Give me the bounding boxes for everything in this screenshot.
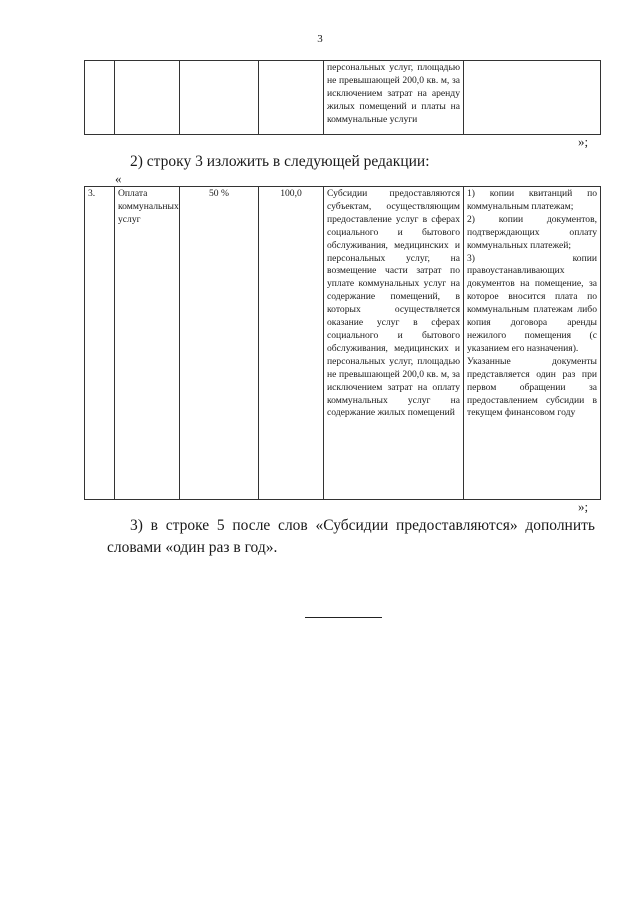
top-cell-name — [115, 61, 180, 135]
row-documents — [464, 187, 601, 500]
opening-quote: « — [115, 171, 122, 186]
closing-quote-top: »; — [578, 134, 589, 149]
paragraph-3: 3) в строке 5 после слов «Субсидии предоставляются» дополнить словами «один раз в год». — [107, 517, 595, 556]
top-cell-amount — [259, 61, 324, 135]
table-top-continuation — [84, 60, 601, 135]
document-note: Указанные документы представляется один раз при первом обращении за предоставлением субсидии в текущем финансовом году — [467, 355, 597, 419]
top-cell-documents — [464, 61, 601, 135]
top-cell-description: персональных услуг, площадью не превышающей 200,0 кв. м, за исключением затрат на аренду жилых помещений и платы на коммунальные услуги — [324, 61, 464, 135]
document-item-3: 3) копии правоустанавливающих документов на помещение, за которое вносится плата по коммунальным платежам либо копия договора аренды нежилого помещения (с указанием его назначения). — [467, 252, 597, 354]
document-item-2: 2) копии документов, подтверждающих оплату коммунальных платежей; — [467, 213, 597, 251]
row-amount: 100,0 — [259, 187, 324, 500]
closing-quote-main: »; — [578, 499, 589, 514]
row-number: 3. — [85, 187, 115, 500]
row-description: Субсидии предоставляются субъектам, осуществляющим предоставление услуг в сферах социального и бытового обслуживания, медицинских и персональных услуг, на возмещение части затрат по уплате коммунальных услуг на содержание помещений, в которых осуществляется оказание услуг в сферах социального и бытового обслуживания, медицинских и персональных услуг, площадью не превышающей 200,0 кв. м, за исключением затрат на оплату коммунальных услуг на содержание жилых помещений — [324, 187, 464, 500]
row-percent: 50 % — [180, 187, 259, 500]
top-cell-number — [85, 61, 115, 135]
paragraph-2: 2) строку 3 изложить в следующей редакции: — [130, 153, 430, 170]
signature-line — [305, 617, 382, 618]
document-item-1: 1) копии квитанций по коммунальным платежам; — [467, 188, 597, 212]
page-number: 3 — [317, 33, 323, 45]
table-row-3 — [84, 186, 601, 500]
row-name: Оплата коммунальных услуг — [115, 187, 180, 500]
top-cell-percent — [180, 61, 259, 135]
